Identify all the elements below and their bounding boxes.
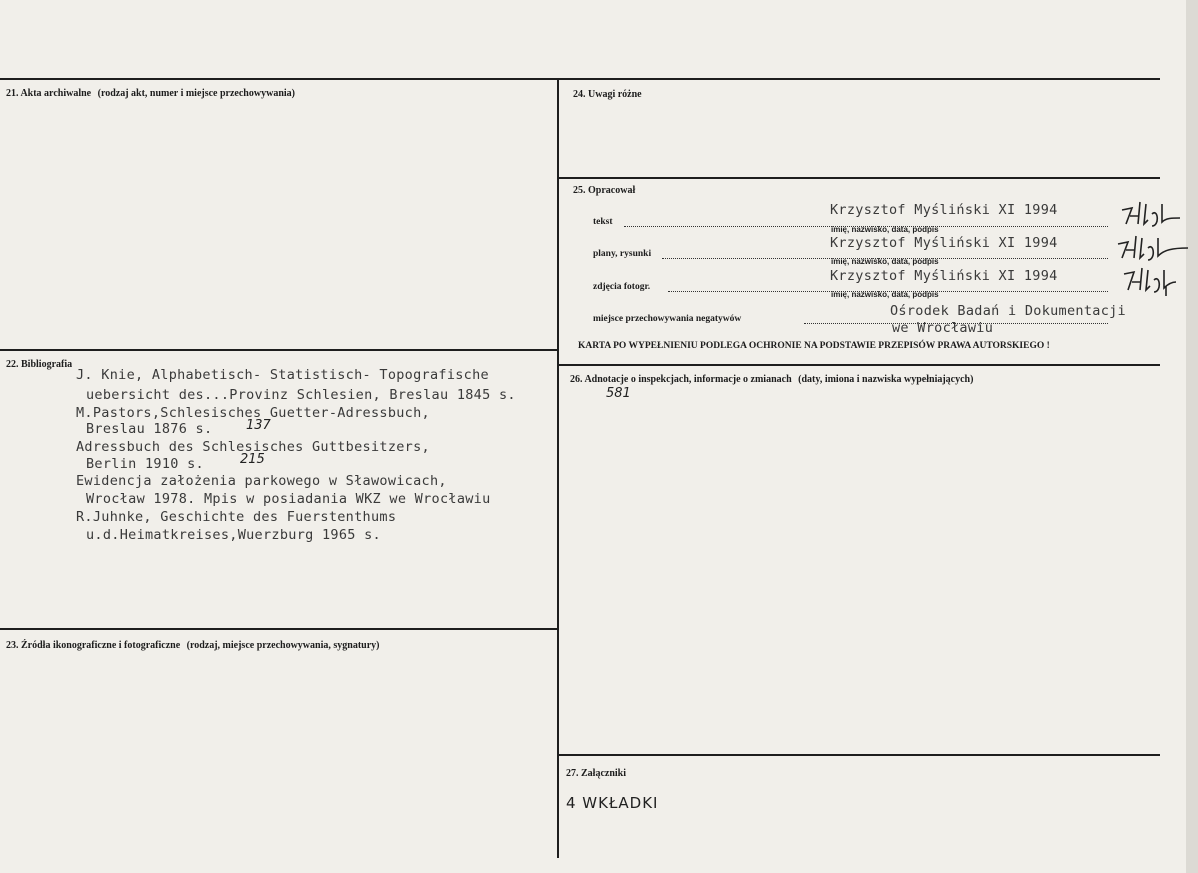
biblio-line-5: Adressbuch des Schlesisches Guttbesitzers, [76,439,430,455]
negatives-label: miejsce przechowywania negatywów [593,314,742,324]
section-23-title: 23. Źródła ikonograficzne i fotograficzne [6,640,181,651]
section-21-title: 21. Akta archiwalne [6,88,92,99]
section-23-qualifier: (rodzaj, miejsce przechowywania, sygnatury) [186,640,380,651]
section-22-label: 22. Bibliografia [6,359,73,370]
signature-1 [1118,196,1186,232]
biblio-line-9: R.Juhnke, Geschichte des Fuerstenthums [76,509,397,525]
rule-21-22 [0,349,558,351]
author-text-hint: imię, nazwisko, data, podpis [831,225,939,234]
top-rule [0,78,1160,80]
rule-26-27 [558,754,1160,756]
biblio-page-2: 137 [246,418,271,433]
rule-25-26 [558,364,1160,366]
author-text-field: tekst [593,217,613,227]
author-plans-value: Krzysztof Myśliński XI 1994 [830,235,1058,251]
rule-22-23 [0,628,558,630]
copyright-notice: KARTA PO WYPEŁNIENIU PODLEGA OCHRONIE NA PODSTAWIE PRZEPISÓW PRAWA AUTORSKIEGO ! [578,341,1050,351]
section-21-label [6,88,295,99]
center-divider [557,78,559,858]
signature-3 [1120,264,1180,300]
author-photos-hint: imię, nazwisko, data, podpis [831,290,939,299]
biblio-line-1: J. Knie, Alphabetisch- Statistisch- Topografische [76,367,489,383]
biblio-line-10: u.d.Heimatkreises,Wuerzburg 1965 s. [86,527,381,543]
section-26-qualifier: (daty, imiona i nazwiska wypełniających) [798,374,974,385]
page-edge [1186,0,1198,873]
biblio-page-3: 215 [240,452,265,467]
section-26-label [570,374,973,385]
section-23-label [6,640,379,651]
author-photos-field: zdjęcia fotogr. [593,282,651,292]
signature-2 [1114,230,1194,266]
section-24-label: 24. Uwagi różne [573,89,642,100]
section-27-label: 27. Załączniki [566,768,627,779]
biblio-line-7: Ewidencja założenia parkowego w Sławowicach, [76,473,447,489]
section-21-qualifier: (rodzaj akt, numer i miejsce przechowywania) [97,88,295,99]
rule-24-25 [558,177,1160,179]
section-26-title: 26. Adnotacje o inspekcjach, informacje o zmianach [570,374,792,385]
biblio-line-4: Breslau 1876 s. [86,421,213,437]
attachments-value: 4 WKŁADKI [566,794,659,812]
author-plans-hint: imię, nazwisko, data, podpis [831,257,939,266]
negatives-value-line1: Ośrodek Badań i Dokumentacji [890,303,1126,319]
biblio-line-8: Wrocław 1978. Mpis w posiadania WKZ we Wrocławiu [86,491,491,507]
section-25-label: 25. Opracował [573,185,636,196]
author-photos-value: Krzysztof Myśliński XI 1994 [830,268,1058,284]
biblio-page-1: 581 [606,386,631,401]
author-text-value: Krzysztof Myśliński XI 1994 [830,202,1058,218]
negatives-value-line2: we Wrocławiu [892,320,994,336]
biblio-line-2: uebersicht des...Provinz Schlesien, Breslau 1845 s. [86,387,516,403]
author-plans-field: plany, rysunki [593,249,652,259]
biblio-line-6: Berlin 1910 s. [86,456,204,472]
biblio-line-3: M.Pastors,Schlesisches Guetter-Adressbuch, [76,405,430,421]
